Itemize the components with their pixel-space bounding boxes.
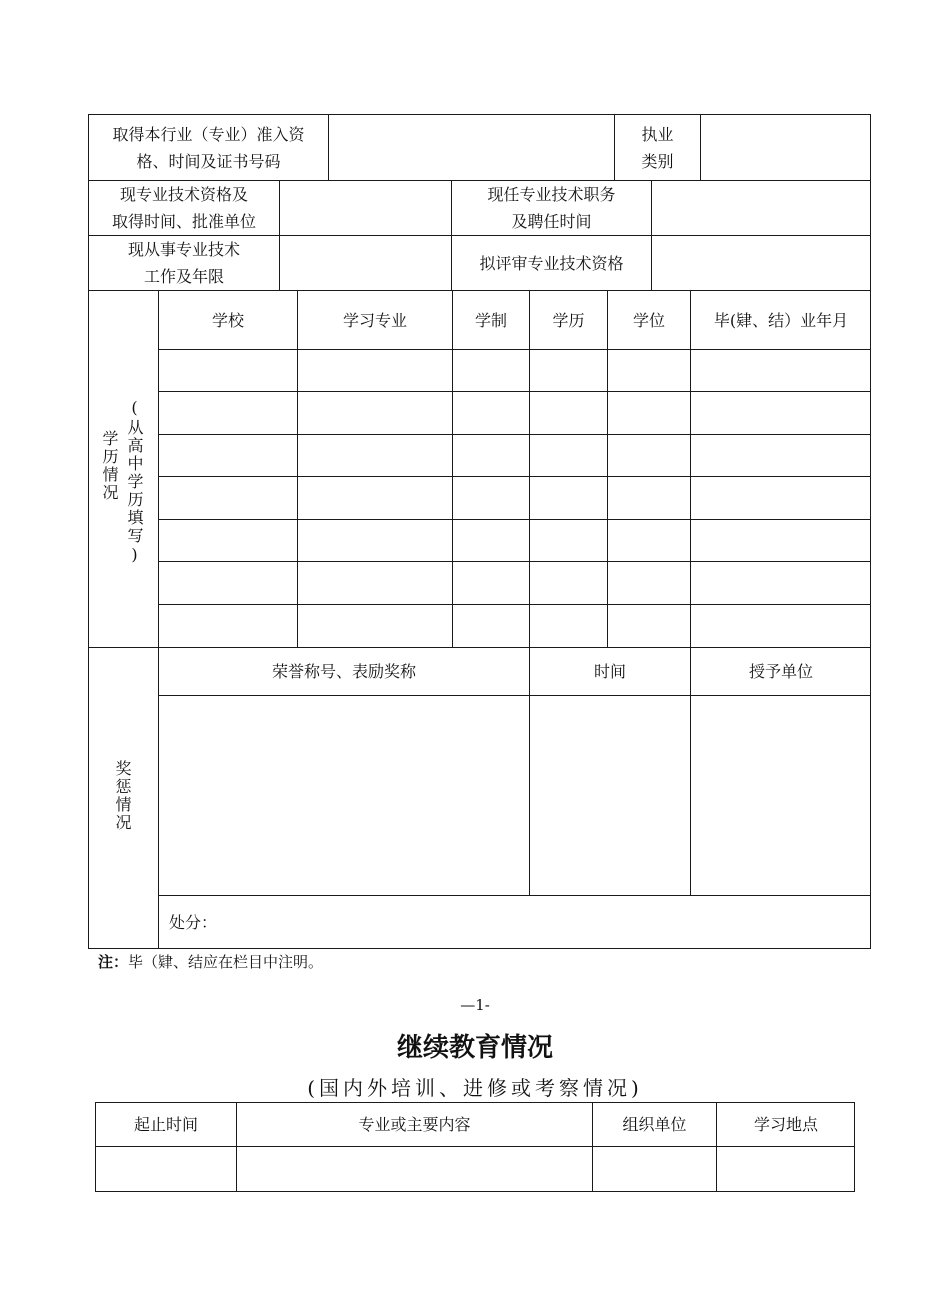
- table-row[interactable]: [159, 435, 871, 476]
- qualification-license-label: [89, 115, 328, 180]
- ce-header-period: 起止时间: [133, 1115, 198, 1134]
- practice-category-field[interactable]: [701, 115, 871, 180]
- education-header-duration: 学制: [474, 310, 507, 330]
- work-years-label-line1: 现从事专业技术: [127, 240, 240, 259]
- review-qualification-field[interactable]: [652, 236, 871, 290]
- ce-location-field[interactable]: [717, 1147, 855, 1192]
- qualification-license-label-line1: 取得本行业（专业）准入资: [112, 124, 305, 144]
- table-row[interactable]: [159, 562, 871, 604]
- awards-time-field[interactable]: [530, 696, 690, 895]
- practice-category-label: [615, 115, 700, 180]
- current-post-label-line1: 现任专业技术职务: [487, 185, 616, 204]
- ce-organizer-field[interactable]: [593, 1147, 716, 1192]
- awards-header-title: 荣誉称号、表励奖称: [271, 662, 416, 681]
- education-header-graduation-date: 毕(肄、结）业年月: [713, 310, 849, 330]
- current-qualification-label: [89, 181, 279, 235]
- table-row[interactable]: [159, 520, 871, 561]
- punishment-label: 处分：: [169, 913, 218, 932]
- continuing-education-title: 继续教育情况: [396, 1033, 553, 1063]
- ce-content-field[interactable]: [237, 1147, 592, 1192]
- practice-category-label-line1: 执业: [641, 124, 674, 144]
- work-years-label: [89, 236, 279, 290]
- awards-side-label: 奖惩情况: [113, 760, 132, 832]
- practice-category-label-line2: 类别: [641, 151, 674, 171]
- current-post-label: [452, 181, 651, 235]
- continuing-education-subtitle: (国内外培训、进修或考察情况): [307, 1076, 643, 1100]
- education-side-label: 学历情况: [100, 430, 119, 502]
- awards-header-time: 时间: [593, 662, 626, 681]
- education-header-level: 学历: [552, 310, 585, 330]
- education-header-school: 学校: [211, 310, 244, 330]
- ce-period-field[interactable]: [96, 1147, 236, 1192]
- table-row[interactable]: [159, 392, 871, 434]
- ce-header-organizer: 组织单位: [622, 1115, 687, 1134]
- table-row[interactable]: [159, 605, 871, 647]
- page-number: —1-: [460, 996, 490, 1014]
- review-qualification-label: 拟评审专业技术资格: [479, 253, 624, 273]
- table-row[interactable]: [159, 350, 871, 391]
- awards-header-granting-unit: 授予单位: [748, 662, 813, 681]
- education-header-degree: 学位: [632, 310, 665, 330]
- current-qualification-label-line1: 现专业技术资格及: [119, 185, 248, 204]
- qualification-license-label-line2: 格、时间及证书号码: [136, 151, 281, 171]
- punishment-field[interactable]: [159, 896, 871, 949]
- awards-title-field[interactable]: [159, 696, 529, 895]
- current-qualification-field[interactable]: [280, 181, 451, 235]
- work-years-field[interactable]: [280, 236, 451, 290]
- footnote-prefix: 注：: [98, 953, 129, 971]
- education-side-note: (从高中学历填写): [125, 398, 144, 566]
- qualification-license-field[interactable]: [329, 115, 614, 180]
- table-row[interactable]: [159, 477, 871, 519]
- current-post-field[interactable]: [652, 181, 871, 235]
- current-post-label-line2: 及聘任时间: [511, 212, 592, 231]
- education-header-major: 学习专业: [342, 310, 407, 330]
- ce-header-location: 学习地点: [753, 1115, 818, 1134]
- ce-header-content: 专业或主要内容: [358, 1115, 471, 1134]
- footnote-text: 毕（肄、结应在栏目中注明。: [128, 953, 324, 971]
- current-qualification-label-line2: 取得时间、批准单位: [111, 212, 256, 231]
- awards-granting-unit-field[interactable]: [691, 696, 871, 895]
- work-years-label-line2: 工作及年限: [143, 267, 224, 286]
- footnote: [98, 950, 323, 974]
